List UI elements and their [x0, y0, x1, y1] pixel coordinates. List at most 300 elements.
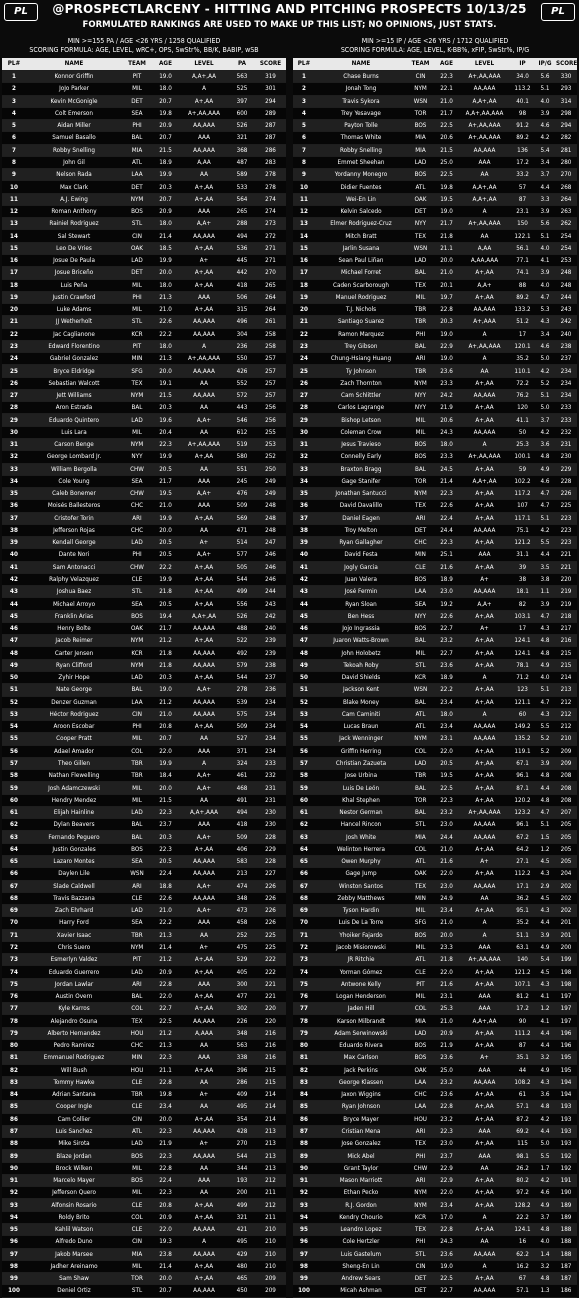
cell-level: A [459, 917, 510, 929]
cell-ip-g: 4.5 [535, 892, 555, 904]
cell-score: 220 [255, 1015, 286, 1027]
hitting-prospects-panel [0, 35, 288, 1295]
cell-age: 22.4 [152, 868, 179, 880]
table-row [293, 1248, 577, 1260]
cell-team: BAL [122, 684, 152, 696]
cell-score: 212 [555, 696, 577, 708]
cell-ip-g: 2.9 [535, 880, 555, 892]
cell-pa: 288 [229, 218, 255, 230]
cell-pa: 278 [229, 684, 255, 696]
cell-score: 200 [555, 941, 577, 953]
cell-score: 221 [255, 978, 286, 990]
cell-age: 22.3 [152, 1150, 179, 1162]
cell-level: A+ [459, 622, 510, 634]
cell-age: 22.2 [152, 561, 179, 573]
table-row [2, 1015, 286, 1027]
cell-pa: 476 [229, 488, 255, 500]
cell-team: NYY [122, 451, 152, 463]
cell-name: Sal Stewart [26, 230, 122, 242]
cell-level: A+,AA [459, 770, 510, 782]
cell-ip-g: 5.1 [535, 819, 555, 831]
table-row [2, 475, 286, 487]
cell-name: Robby Snelling [26, 144, 122, 156]
cell-name: Karson Milbrandt [315, 1015, 407, 1027]
cell-score: 228 [255, 856, 286, 868]
cell-ip: 34.0 [510, 71, 535, 83]
cell-pl: 6 [293, 132, 315, 144]
cell-pa: 465 [229, 1273, 255, 1285]
cell-ip: 112.2 [510, 868, 535, 880]
cell-age: 20.0 [152, 267, 179, 279]
table-row [293, 254, 577, 266]
cell-pl: 28 [293, 402, 315, 414]
cell-score: 209 [555, 757, 577, 769]
table-row [293, 929, 577, 941]
cell-name: Antwone Kelly [315, 978, 407, 990]
cell-team: BAL [407, 696, 434, 708]
cell-ip: 26.2 [510, 1162, 535, 1174]
cell-age: 19.8 [152, 107, 179, 119]
cell-age: 22.4 [434, 512, 459, 524]
cell-name: Will Bush [26, 1064, 122, 1076]
cell-name: Hancel Rincon [315, 819, 407, 831]
hitters-header-row [2, 58, 286, 71]
cell-ip: 23.1 [510, 205, 535, 217]
cell-age: 22.3 [434, 1125, 459, 1137]
table-row [2, 524, 286, 536]
table-row [293, 1223, 577, 1235]
cell-level: A,A+ [459, 598, 510, 610]
cell-ip-g: 3.6 [535, 1089, 555, 1101]
cell-pl: 94 [293, 1211, 315, 1223]
cell-team: CLE [122, 1199, 152, 1211]
cell-name: Kendall George [26, 537, 122, 549]
table-row [293, 966, 577, 978]
table-row [2, 1211, 286, 1223]
cell-team: MIN [407, 892, 434, 904]
table-row [293, 156, 577, 168]
cell-name: Blake Money [315, 696, 407, 708]
cell-team: ARI [407, 1125, 434, 1137]
cell-name: Zebby Matthews [315, 892, 407, 904]
cell-ip: 124.1 [510, 635, 535, 647]
cell-age: 24.2 [434, 389, 459, 401]
cell-score: 216 [255, 1052, 286, 1064]
cell-age: 22.7 [434, 647, 459, 659]
cell-pl: 65 [293, 856, 315, 868]
table-row [293, 647, 577, 659]
cell-name: Aidan Miller [26, 120, 122, 132]
cell-score: 221 [255, 990, 286, 1002]
cell-ip: 98 [510, 107, 535, 119]
cell-ip: 17 [510, 328, 535, 340]
table-row [293, 1101, 577, 1113]
hitters-table [2, 58, 286, 1298]
cell-pl: 40 [293, 549, 315, 561]
cell-level: A+,AA [459, 966, 510, 978]
cell-age: 18.0 [152, 279, 179, 291]
cell-ip: 76.2 [510, 389, 535, 401]
cell-team: SEA [122, 917, 152, 929]
cell-ip: 16 [510, 1236, 535, 1248]
cell-age: 22.3 [152, 438, 179, 450]
cell-pa: 539 [229, 696, 255, 708]
cell-pl: 69 [2, 905, 26, 917]
table-row [2, 402, 286, 414]
cell-name: Luis Gastelum [315, 1248, 407, 1260]
cell-score: 225 [255, 929, 286, 941]
table-row [293, 1089, 577, 1101]
pitchers-table [293, 58, 577, 1298]
cell-team: BAL [407, 782, 434, 794]
cell-team: BOS [407, 438, 434, 450]
cell-name: Jordan Lawlar [26, 978, 122, 990]
table-row [293, 1003, 577, 1015]
cell-team: KCR [407, 672, 434, 684]
cell-ip: 56.1 [510, 242, 535, 254]
cell-team: SEA [407, 598, 434, 610]
cell-score: 230 [255, 806, 286, 818]
cell-ip-g: 3.9 [535, 107, 555, 119]
cell-pl: 91 [2, 1174, 26, 1186]
table-row [2, 1003, 286, 1015]
cell-team: BAL [122, 990, 152, 1002]
cell-pa: 499 [229, 1199, 255, 1211]
table-row [293, 402, 577, 414]
cell-level: A+,AA [179, 843, 229, 855]
cell-ip: 97.2 [510, 1187, 535, 1199]
cell-pl: 31 [293, 438, 315, 450]
cell-age: 19.9 [152, 254, 179, 266]
cell-score: 280 [555, 156, 577, 168]
cell-pa: 546 [229, 414, 255, 426]
cell-pa: 477 [229, 990, 255, 1002]
table-row [2, 230, 286, 242]
cell-pl: 14 [293, 230, 315, 242]
cell-level: A+,AA,AAA [459, 806, 510, 818]
cell-pa: 348 [229, 892, 255, 904]
cell-age: 20.3 [152, 831, 179, 843]
cell-score: 246 [255, 549, 286, 561]
cell-score: 189 [555, 1211, 577, 1223]
cell-ip: 119.1 [510, 745, 535, 757]
cell-ip-g: 4.4 [535, 782, 555, 794]
cell-name: George Klassen [315, 1076, 407, 1088]
table-row [293, 365, 577, 377]
cell-pa: 575 [229, 708, 255, 720]
cell-age: 20.8 [152, 1199, 179, 1211]
cell-team: TBR [122, 929, 152, 941]
cell-team: OAK [122, 242, 152, 254]
cell-level: AAA [459, 156, 510, 168]
cell-pl: 42 [2, 573, 26, 585]
cell-pl: 88 [293, 1138, 315, 1150]
cell-level: AA [459, 1162, 510, 1174]
cell-name: Héctor Rodriguez [26, 708, 122, 720]
table-row [293, 905, 577, 917]
cell-pa: 488 [229, 622, 255, 634]
table-row [2, 71, 286, 83]
cell-pl: 65 [2, 856, 26, 868]
cell-ip-g: 5.6 [535, 218, 555, 230]
cell-name: Jac Caglianone [26, 328, 122, 340]
cell-pl: 11 [293, 193, 315, 205]
cell-ip-g: 4.6 [535, 475, 555, 487]
cell-team: BAL [407, 463, 434, 475]
cell-level: AA,AAA [459, 721, 510, 733]
cell-level: AA,AAA [179, 708, 229, 720]
cell-pl: 19 [2, 291, 26, 303]
table-row [2, 1236, 286, 1248]
cell-ip-g: 1.2 [535, 843, 555, 855]
cell-pl: 20 [2, 304, 26, 316]
cell-score: 190 [555, 1187, 577, 1199]
cell-team: MIL [122, 733, 152, 745]
cell-pl: 48 [2, 647, 26, 659]
cell-pl: 99 [293, 1273, 315, 1285]
cell-pl: 64 [293, 843, 315, 855]
cell-team: TOR [407, 475, 434, 487]
cell-name: David Shields [315, 672, 407, 684]
cell-level: A+ [179, 941, 229, 953]
table-row [293, 1113, 577, 1125]
cell-pa: 495 [229, 1101, 255, 1113]
table-row [2, 672, 286, 684]
cell-age: 22.0 [434, 1187, 459, 1199]
cell-ip-g: 5.2 [535, 745, 555, 757]
cell-team: CHC [407, 537, 434, 549]
cell-level: AA [179, 1101, 229, 1113]
cell-ip-g: 3.9 [535, 757, 555, 769]
table-row [293, 463, 577, 475]
cell-age: 19.1 [152, 377, 179, 389]
table-row [2, 1285, 286, 1297]
cell-team: MIL [407, 291, 434, 303]
table-row [293, 1150, 577, 1162]
cell-team: PIT [122, 954, 152, 966]
cell-team: ARI [407, 1174, 434, 1186]
cell-name: Jesus Travieso [315, 438, 407, 450]
cell-level: A+,AA [459, 1138, 510, 1150]
table-row [2, 132, 286, 144]
cell-score: 215 [255, 1076, 286, 1088]
cell-name: Cooper Pratt [26, 733, 122, 745]
cell-team: CHW [122, 488, 152, 500]
cell-age: 21.4 [152, 941, 179, 953]
prospect-larceny-logo-right: PL [541, 3, 575, 21]
cell-level: A [459, 328, 510, 340]
cell-team: MIN [122, 1052, 152, 1064]
table-row [293, 610, 577, 622]
cell-pl: 7 [2, 144, 26, 156]
cell-level: AAA [179, 132, 229, 144]
cell-ip-g: 5.6 [535, 71, 555, 83]
cell-age: 22.7 [434, 1285, 459, 1297]
cell-name: Mike Sirota [26, 1138, 122, 1150]
cell-level: A+,AA [459, 635, 510, 647]
table-row [2, 304, 286, 316]
cell-level: A+,AA [459, 868, 510, 880]
cell-level: A+,AA,AAA [179, 438, 229, 450]
cell-ip: 72.2 [510, 377, 535, 389]
cell-team: CIN [122, 1113, 152, 1125]
hitters-criteria: MIN >=155 PA / AGE <26 YRS / 1258 QUALIFIED [67, 37, 221, 45]
cell-score: 238 [255, 659, 286, 671]
cell-age: 21.0 [434, 267, 459, 279]
cell-level: A+,AA [459, 696, 510, 708]
cell-pl: 84 [2, 1089, 26, 1101]
cell-score: 234 [255, 733, 286, 745]
cell-team: BOS [407, 451, 434, 463]
cell-team: ATL [407, 181, 434, 193]
cell-pl: 80 [293, 1039, 315, 1051]
cell-level: A,AA,AAA [459, 254, 510, 266]
cell-level: A [179, 757, 229, 769]
cell-pl: 57 [293, 757, 315, 769]
pitchers-col-team: TEAM [407, 58, 434, 71]
cell-ip-g: 3.5 [535, 561, 555, 573]
table-row [293, 340, 577, 352]
cell-name: Roman Anthony [26, 205, 122, 217]
cell-name: Lucas Braun [315, 721, 407, 733]
cell-age: 19.0 [434, 205, 459, 217]
cell-score: 237 [555, 353, 577, 365]
cell-pl: 46 [293, 622, 315, 634]
cell-score: 219 [555, 598, 577, 610]
cell-pl: 66 [2, 868, 26, 880]
cell-level: AAA [179, 205, 229, 217]
cell-pa: 529 [229, 954, 255, 966]
cell-age: 23.1 [434, 733, 459, 745]
table-row [293, 1138, 577, 1150]
cell-score: 204 [555, 868, 577, 880]
cell-score: 240 [555, 328, 577, 340]
cell-name: Luis De La Torre [315, 917, 407, 929]
cell-ip: 115 [510, 1138, 535, 1150]
table-row [2, 782, 286, 794]
cell-age: 19.9 [152, 169, 179, 181]
cell-name: Nathan Flewelling [26, 770, 122, 782]
cell-ip-g: 1.2 [535, 1003, 555, 1015]
table-row [293, 451, 577, 463]
cell-level: A,A+,AA [459, 475, 510, 487]
cell-level: A+,AA [459, 905, 510, 917]
cell-score: 227 [255, 868, 286, 880]
cell-name: Luis Peña [26, 279, 122, 291]
table-row [293, 843, 577, 855]
cell-name: Carlos Lagrange [315, 402, 407, 414]
cell-level: A+,AA [459, 1187, 510, 1199]
cell-team: LAA [407, 586, 434, 598]
cell-name: Sebastian Walcott [26, 377, 122, 389]
cell-level: A [179, 83, 229, 95]
cell-score: 202 [555, 892, 577, 904]
cell-pl: 99 [2, 1273, 26, 1285]
cell-pl: 39 [293, 537, 315, 549]
cell-age: 24.4 [434, 524, 459, 536]
cell-name: Moisés Ballesteros [26, 500, 122, 512]
cell-ip-g: 1.3 [535, 1285, 555, 1297]
cell-name: Konnor Griffin [26, 71, 122, 83]
cell-name: Kyle Karros [26, 1003, 122, 1015]
cell-age: 20.5 [152, 598, 179, 610]
cell-name: Trey Gibson [315, 340, 407, 352]
cell-name: Samuel Basallo [26, 132, 122, 144]
cell-pa: 213 [229, 868, 255, 880]
table-row [2, 990, 286, 1002]
cell-score: 209 [255, 1285, 286, 1297]
cell-name: Lazaro Montes [26, 856, 122, 868]
cell-score: 210 [255, 1248, 286, 1260]
cell-name: Yorman Gómez [315, 966, 407, 978]
cell-ip-g: 4.3 [535, 1076, 555, 1088]
cell-ip-g: 4.8 [535, 1223, 555, 1235]
cell-pl: 5 [2, 120, 26, 132]
cell-pl: 53 [293, 708, 315, 720]
cell-level: A+,AA [459, 488, 510, 500]
table-row [293, 1076, 577, 1088]
cell-pa: 572 [229, 389, 255, 401]
cell-pa: 505 [229, 561, 255, 573]
cell-team: BAL [407, 806, 434, 818]
cell-pl: 62 [2, 819, 26, 831]
cell-team: LAD [407, 156, 434, 168]
cell-team: WSN [407, 95, 434, 107]
cell-name: Josh White [315, 831, 407, 843]
cell-pl: 100 [2, 1285, 26, 1297]
cell-team: BOS [407, 1039, 434, 1051]
cell-ip-g: 5.1 [535, 684, 555, 696]
cell-level: AA [179, 426, 229, 438]
cell-pl: 2 [2, 83, 26, 95]
cell-name: Eduardo Guerrero [26, 966, 122, 978]
cell-ip-g: 4.3 [535, 316, 555, 328]
cell-ip-g: 4.1 [535, 990, 555, 1002]
cell-pl: 86 [293, 1113, 315, 1125]
table-row [2, 1248, 286, 1260]
cell-team: DET [407, 205, 434, 217]
cell-team: TBR [407, 365, 434, 377]
cell-level: AAA [459, 1064, 510, 1076]
cell-level: A+,AA [179, 512, 229, 524]
cell-age: 20.7 [152, 95, 179, 107]
cell-age: 18.8 [152, 880, 179, 892]
cell-name: Mick Abel [315, 1150, 407, 1162]
cell-pl: 70 [293, 917, 315, 929]
table-row [2, 610, 286, 622]
cell-score: 197 [555, 990, 577, 1002]
table-row [293, 990, 577, 1002]
cell-name: Eduardo Rivera [315, 1039, 407, 1051]
cell-age: 22.8 [152, 978, 179, 990]
table-row [2, 414, 286, 426]
cell-level: AA,AAA [459, 144, 510, 156]
cell-age: 22.0 [434, 966, 459, 978]
cell-level: AA [179, 377, 229, 389]
cell-level: AA,AAA [179, 659, 229, 671]
cell-name: José Fermin [315, 586, 407, 598]
cell-level: A+,AA [179, 1113, 229, 1125]
cell-age: 22.9 [434, 1174, 459, 1186]
cell-ip-g: 4.5 [535, 966, 555, 978]
table-row [2, 1101, 286, 1113]
cell-pl: 85 [2, 1101, 26, 1113]
cell-name: Nate George [26, 684, 122, 696]
table-row [2, 708, 286, 720]
cell-team: LAA [122, 696, 152, 708]
cell-age: 25.0 [434, 1064, 459, 1076]
cell-team: LAD [122, 1138, 152, 1150]
